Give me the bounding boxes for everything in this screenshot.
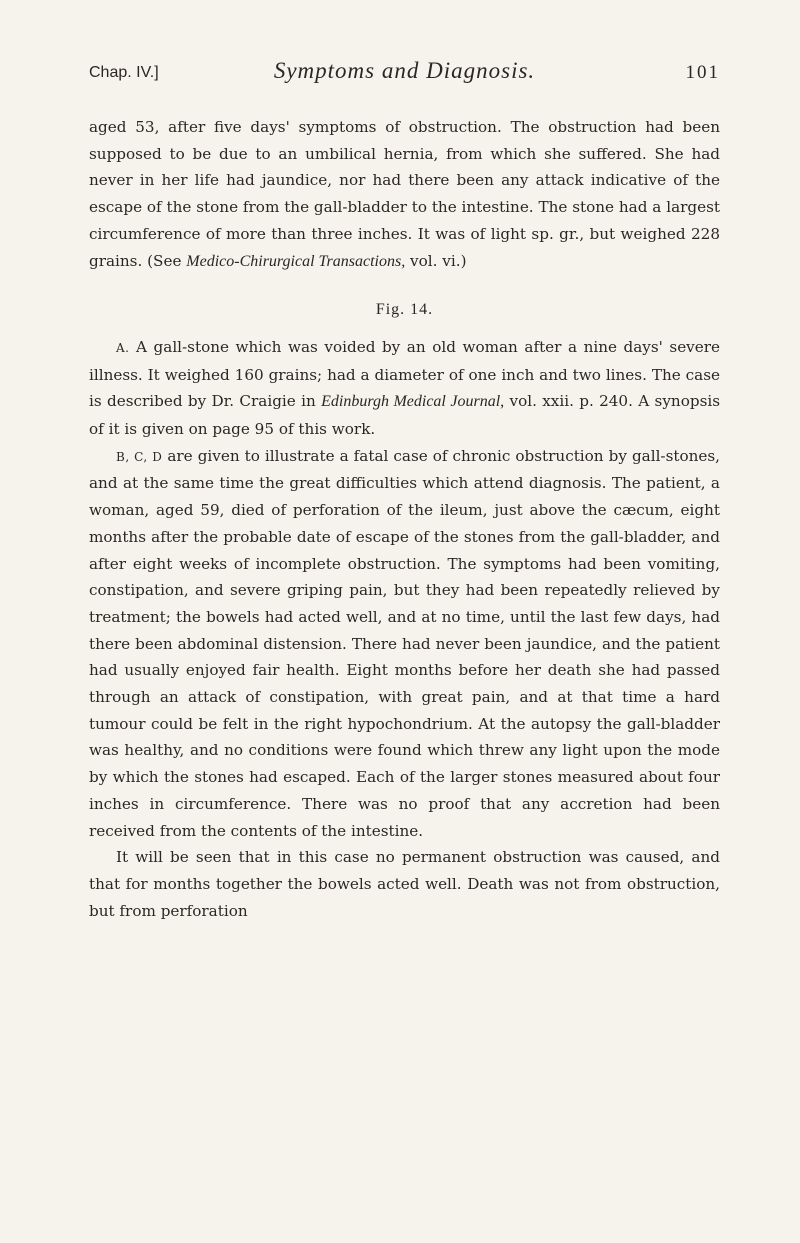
paragraph-case-continuation [89, 114, 720, 275]
journal-title: Medico-Chirurgical Transactions, [186, 252, 406, 270]
figure-letter: A. [116, 340, 130, 355]
paragraph-text: vol. xxii. p. 240. A synopsis of it is given on page 95 of this work. [89, 392, 721, 439]
journal-title: Edinburgh Medical Journal, [321, 393, 505, 411]
figure-letters: B, C, D [116, 449, 163, 464]
running-head [89, 58, 720, 94]
paragraph-figure-bcd [89, 443, 720, 845]
figure-caption: Fig. 14. [375, 301, 434, 319]
page-number: 101 [685, 62, 720, 83]
running-title: Symptoms and Diagnosis. [273, 58, 536, 83]
paragraph-figure-a [89, 334, 720, 443]
paragraph-conclusion: It will be seen that in this case no permanent obstruction was caused, and that for months together the bowels acted well. Death was not from obstruction, but from perforation [89, 848, 720, 920]
chapter-label: Chap. IV.] [89, 64, 159, 81]
body-text [89, 114, 720, 924]
paragraph-text: A gall-stone which was voided by an old woman after a nine days' severe illness. It weighed 160 grains; had a diameter of one inch and two lines. The case is described by Dr. Craigie in [89, 337, 720, 411]
paragraph-text: aged 53, after five days' symptoms of obstruction. The obstruction had been supposed to be due to an umbilical hernia, from which she suffered. She had never in her life had jaundice, nor had there been any attack indicative of the escape of the stone from the gall-bladder to the intestine. The stone had a largest circumference of more than three inches. It was of light sp. gr., but weighed 228 grains. (See [89, 118, 720, 270]
paragraph-text: are given to illustrate a fatal case of chronic obstruction by gall-stones, and at the same time the great difficulties which attend diagnosis. The patient, a woman, aged 59, died of perforation of the ileum, just above the cæcum, eight months after the probable date of escape of the stones from the gall-bladder, and after eight weeks of incomplete obstruction. The symptoms had been vomiting, constipation, and severe griping pain, but they had been repeatedly relieved by treatment; the bowels had acted well, and at no time, until the last few days, had there been abdominal distension. There had never been jaundice, and the patient had usually enjoyed fair health. Eight months before her death she had passed through an attack of constipation, with great pain, and at that time a hard tumour could be felt in the right hypochondrium. At the autopsy the gall-bladder was healthy, and no conditions were found which threw any light upon the mode by which the stones had escaped. Each of the larger stones measured about four inches in circumference. There was no proof that any accretion had been received from the contents of the intestine. [89, 446, 720, 840]
paragraph-text: vol. vi.) [405, 251, 467, 270]
